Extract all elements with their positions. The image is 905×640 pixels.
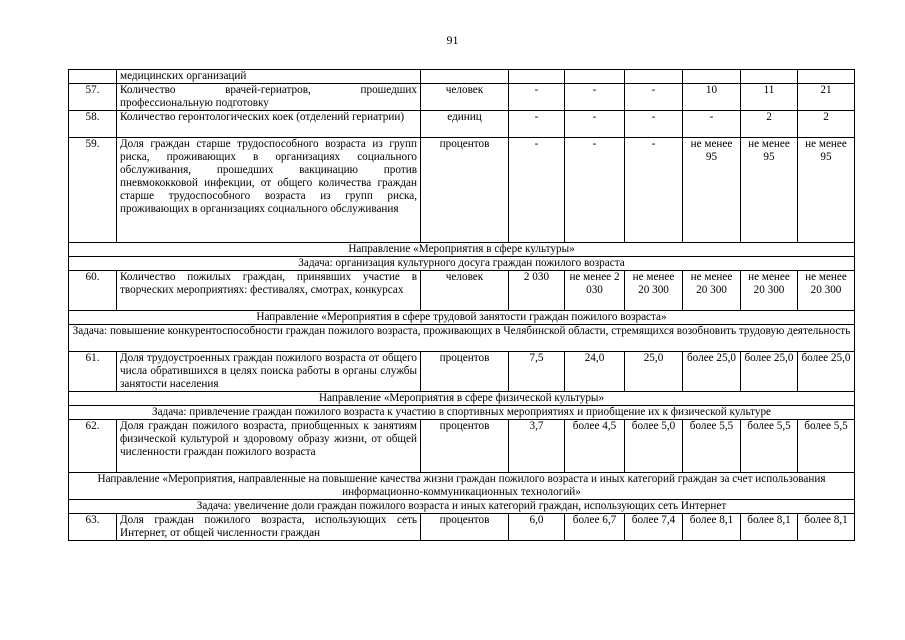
value-cell: более 4,5 [565, 420, 625, 473]
value-cell: не менее 95 [798, 138, 855, 243]
value-cell: 6,0 [509, 514, 565, 541]
value-cell: не менее 20 300 [741, 271, 798, 311]
unit-cell [421, 70, 509, 84]
row-number-cell: 62. [69, 420, 117, 473]
value-cell: - [683, 111, 741, 138]
value-cell: 2 030 [509, 271, 565, 311]
row-number-cell: 61. [69, 352, 117, 392]
indicator-name-cell: Доля трудоустроенных граждан пожилого возраста от общего числа обратившихся в целях поиска работы в органы службы занятости населения [117, 352, 421, 392]
value-cell: - [625, 111, 683, 138]
value-cell: - [509, 138, 565, 243]
value-cell [509, 70, 565, 84]
row-number-cell: 63. [69, 514, 117, 541]
value-cell [625, 70, 683, 84]
value-cell: более 25,0 [683, 352, 741, 392]
value-cell: - [509, 111, 565, 138]
table-row [69, 352, 855, 392]
value-cell: 21 [798, 84, 855, 111]
value-cell: 2 [798, 111, 855, 138]
indicator-name-cell: Количество пожилых граждан, принявших участие в творческих мероприятиях: фестивалях, смотрах, конкурсах [117, 271, 421, 311]
task-row [69, 257, 855, 271]
task-row [69, 500, 855, 514]
table-row [69, 111, 855, 138]
task-heading: Задача: организация культурного досуга граждан пожилого возраста [69, 257, 855, 271]
value-cell: не менее 95 [741, 138, 798, 243]
indicator-name-cell: Доля граждан пожилого возраста, приобщенных к занятиям физической культурой и здоровому образу жизни, от общей численности граждан пожилого возраста [117, 420, 421, 473]
value-cell [565, 70, 625, 84]
direction-heading: Направление «Мероприятия, направленные на повышение качества жизни граждан пожилого возраста и иных категорий граждан за счет использования информационно-коммуникационных технологий» [69, 473, 855, 500]
value-cell: более 5,0 [625, 420, 683, 473]
unit-cell: процентов [421, 420, 509, 473]
unit-cell: процентов [421, 138, 509, 243]
direction-heading: Направление «Мероприятия в сфере трудовой занятости граждан пожилого возраста» [69, 311, 855, 325]
table-row [69, 70, 855, 84]
value-cell: 2 [741, 111, 798, 138]
indicator-name-cell: Доля граждан старше трудоспособного возраста из групп риска, проживающих в организациях социального обслуживания, прошедших вакцинацию против пневмококковой инфекции, от общего количества граждан старше трудоспособного возраста из групп риска, проживающих в организациях социального обслуживания [117, 138, 421, 243]
indicator-name-cell: Доля граждан пожилого возраста, использующих сеть Интернет, от общей численности граждан [117, 514, 421, 541]
value-cell: не менее 2 030 [565, 271, 625, 311]
value-cell: - [509, 84, 565, 111]
page-number: 91 [446, 33, 459, 47]
value-cell: более 7,4 [625, 514, 683, 541]
value-cell: - [565, 84, 625, 111]
task-heading: Задача: привлечение граждан пожилого возраста к участию в спортивных мероприятиях и приобщение их к физической культуре [69, 406, 855, 420]
row-number-cell: 58. [69, 111, 117, 138]
value-cell: 11 [741, 84, 798, 111]
value-cell: более 25,0 [798, 352, 855, 392]
row-number-cell: 57. [69, 84, 117, 111]
section-row [69, 392, 855, 406]
unit-cell: единиц [421, 111, 509, 138]
value-cell [741, 70, 798, 84]
value-cell [798, 70, 855, 84]
table-row [69, 514, 855, 541]
value-cell: 10 [683, 84, 741, 111]
row-number-cell [69, 70, 117, 84]
indicator-name-cell: Количество врачей-гериатров, прошедших профессиональную подготовку [117, 84, 421, 111]
value-cell: - [625, 138, 683, 243]
value-cell: более 8,1 [741, 514, 798, 541]
value-cell: более 25,0 [741, 352, 798, 392]
value-cell: более 6,7 [565, 514, 625, 541]
value-cell: 7,5 [509, 352, 565, 392]
value-cell: более 8,1 [798, 514, 855, 541]
direction-heading: Направление «Мероприятия в сфере культуры» [69, 243, 855, 257]
unit-cell: человек [421, 271, 509, 311]
value-cell: не менее 20 300 [683, 271, 741, 311]
section-row [69, 473, 855, 500]
value-cell: более 5,5 [683, 420, 741, 473]
value-cell: не менее 95 [683, 138, 741, 243]
row-number-cell: 60. [69, 271, 117, 311]
table-row [69, 271, 855, 311]
unit-cell: человек [421, 84, 509, 111]
value-cell: 24,0 [565, 352, 625, 392]
indicator-name-cell: медицинских организаций [117, 70, 421, 84]
value-cell: более 8,1 [683, 514, 741, 541]
value-cell: - [565, 138, 625, 243]
task-heading: Задача: увеличение доли граждан пожилого возраста и иных категорий граждан, использующих сеть Интернет [69, 500, 855, 514]
direction-heading: Направление «Мероприятия в сфере физической культуры» [69, 392, 855, 406]
section-row [69, 311, 855, 325]
table-row [69, 420, 855, 473]
indicators-table [68, 69, 855, 541]
value-cell: более 5,5 [798, 420, 855, 473]
task-row [69, 325, 855, 352]
indicator-name-cell: Количество геронтологических коек (отделений гериатрии) [117, 111, 421, 138]
value-cell: не менее 20 300 [625, 271, 683, 311]
value-cell: - [625, 84, 683, 111]
unit-cell: процентов [421, 352, 509, 392]
unit-cell: процентов [421, 514, 509, 541]
value-cell: 25,0 [625, 352, 683, 392]
table-row [69, 84, 855, 111]
value-cell [683, 70, 741, 84]
task-row [69, 406, 855, 420]
value-cell: не менее 20 300 [798, 271, 855, 311]
task-heading: Задача: повышение конкурентоспособности граждан пожилого возраста, проживающих в Челябинской области, стремящихся возобновить трудовую деятельность [69, 325, 855, 352]
section-row [69, 243, 855, 257]
table-row [69, 138, 855, 243]
value-cell: более 5,5 [741, 420, 798, 473]
value-cell: - [565, 111, 625, 138]
row-number-cell: 59. [69, 138, 117, 243]
value-cell: 3,7 [509, 420, 565, 473]
